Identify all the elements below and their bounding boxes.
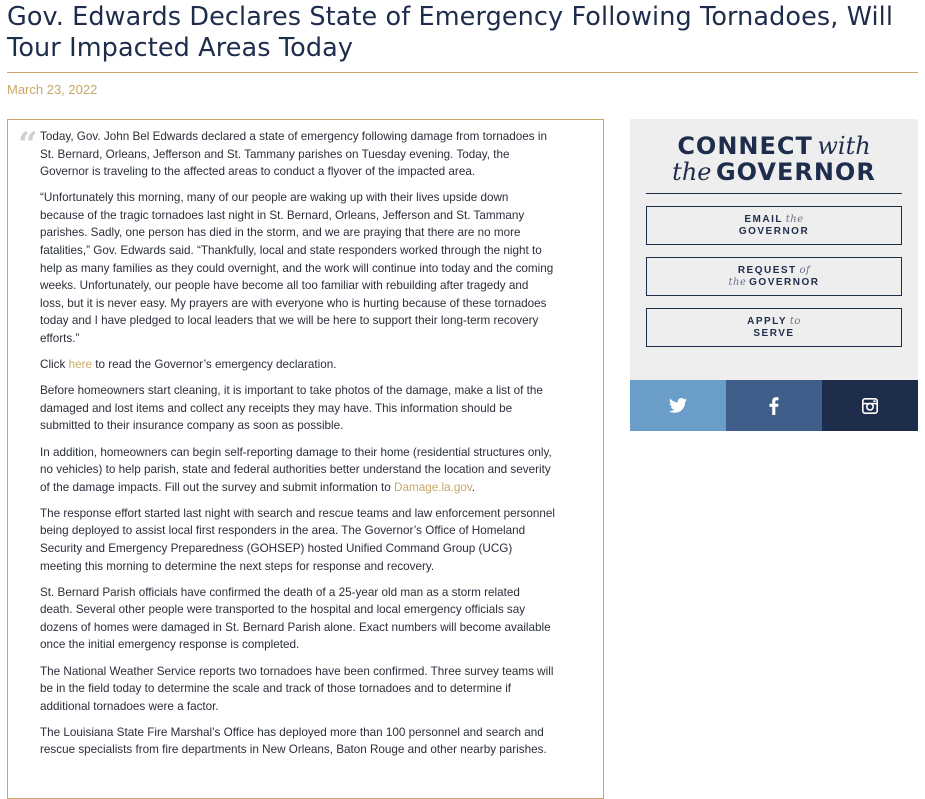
request-governor-button[interactable] <box>646 257 902 296</box>
facebook-icon <box>769 397 779 415</box>
selfreport-end: . <box>471 480 476 494</box>
button-label: GOVERNOR <box>749 276 820 288</box>
facebook-button[interactable] <box>726 380 822 431</box>
twitter-button[interactable] <box>630 380 726 431</box>
button-label-italic: of <box>799 264 811 276</box>
connect-sidebar <box>630 119 918 380</box>
article-paragraph: St. Bernard Parish officials have confirmed the death of a 25-year old man as a storm related death. Several other people were transported to the hospital and local emergency officials say dozens of homes were damaged in St. Bernard Parish alone. Exact numbers will become available once the initial emergency response is completed. <box>40 585 551 652</box>
selfreport-text: In addition, homeowners can begin self-reporting damage to their home (residential structures only, no vehicles) to help parish, state and federal authorities better understand the location and severity of the damage impacts. Fill out the survey and submit information to <box>40 445 552 494</box>
article-paragraph: The National Weather Service reports two tornadoes have been confirmed. Three survey teams will be in the field today to determine the scale and track of those tornadoes and to determine if additional tornadoes were a factor. <box>40 664 554 713</box>
article-box <box>7 119 604 799</box>
connect-word: CONNECT <box>677 132 813 160</box>
instagram-button[interactable] <box>822 380 918 431</box>
button-label: APPLY <box>747 315 788 327</box>
connect-with: with <box>817 132 871 160</box>
button-label-italic: the <box>785 213 804 225</box>
twitter-icon <box>669 398 687 413</box>
article-paragraph <box>40 444 555 497</box>
button-label: EMAIL <box>744 213 783 225</box>
click-prefix: Click <box>40 358 69 372</box>
page-title: Gov. Edwards Declares State of Emergency Following Tornadoes, Will Tour Impacted Areas Today <box>7 2 894 63</box>
article-paragraph: The response effort started last night with search and rescue teams and law enforcement personnel being deployed to assist local first responders in the area. The Governor’s Office of Homeland Security and Emergency Preparedness (GOHSEP) hosted Unified Command Group (UCG) meeting this morning to determine the next steps for response and recovery. <box>40 506 555 573</box>
article-paragraph: The Louisiana State Fire Marshal’s Office has deployed more than 100 personnel and search and rescue specialists from fire departments in New Orleans, Baton Rouge and other nearby parishes. <box>40 725 547 757</box>
declaration-link[interactable]: here <box>68 358 92 372</box>
button-label-italic: the <box>728 276 747 288</box>
sidebar-divider <box>646 193 902 194</box>
article-paragraph: “Unfortunately this morning, many of our people are waking up with their lives upside down because of the tragic tornadoes last night in St. Bernard, Orleans, Jefferson and St. Tammany parishes. Sadly, one person has died in the storm, and we are praying that there are no more fatalities,” Gov. Edwards said. “Thankfully, local and state responders worked through the night to help as many families as they could overnight, and the work will continue into today and the coming weeks. Unfortunately, our people have become all too familiar with rebuilding after tragedy and loss, but it is never easy. My prayers are with everyone who is hurting because of these tornadoes today and I have pledged to local leaders that we will be here to support their long-term recovery efforts.” <box>40 191 554 346</box>
article-paragraph: Today, Gov. John Bel Edwards declared a state of emergency following damage from tornadoes in St. Bernard, Orleans, Jefferson and St. Tammany parishes on Tuesday evening. Today, the Governor is traveling to the affected areas to conduct a flyover of the impacted area. <box>40 130 547 179</box>
article-paragraph: Before homeowners start cleaning, it is important to take photos of the damage, make a list of the damaged and lost items and collect any receipts they may have. This information should be submitted to their insurance company as soon as possible. <box>40 384 543 433</box>
social-bar <box>630 380 918 431</box>
instagram-icon <box>862 398 878 414</box>
apply-serve-button[interactable] <box>646 308 902 347</box>
damage-survey-link[interactable]: Damage.la.gov <box>394 480 472 494</box>
click-suffix: to read the Governor’s emergency declaration. <box>91 358 337 372</box>
article-date: March 23, 2022 <box>7 82 98 97</box>
title-divider <box>7 72 918 73</box>
email-governor-button[interactable] <box>646 206 902 245</box>
article-body <box>40 128 555 768</box>
button-label: REQUEST <box>737 264 797 276</box>
article-paragraph <box>40 356 555 374</box>
button-label: GOVERNOR <box>738 225 810 237</box>
connect-the: the <box>672 158 712 186</box>
connect-heading <box>630 132 918 187</box>
connect-governor: GOVERNOR <box>715 158 876 186</box>
quote-icon: “ <box>18 125 38 165</box>
button-label: SERVE <box>753 327 795 339</box>
button-label-italic: to <box>789 315 801 327</box>
